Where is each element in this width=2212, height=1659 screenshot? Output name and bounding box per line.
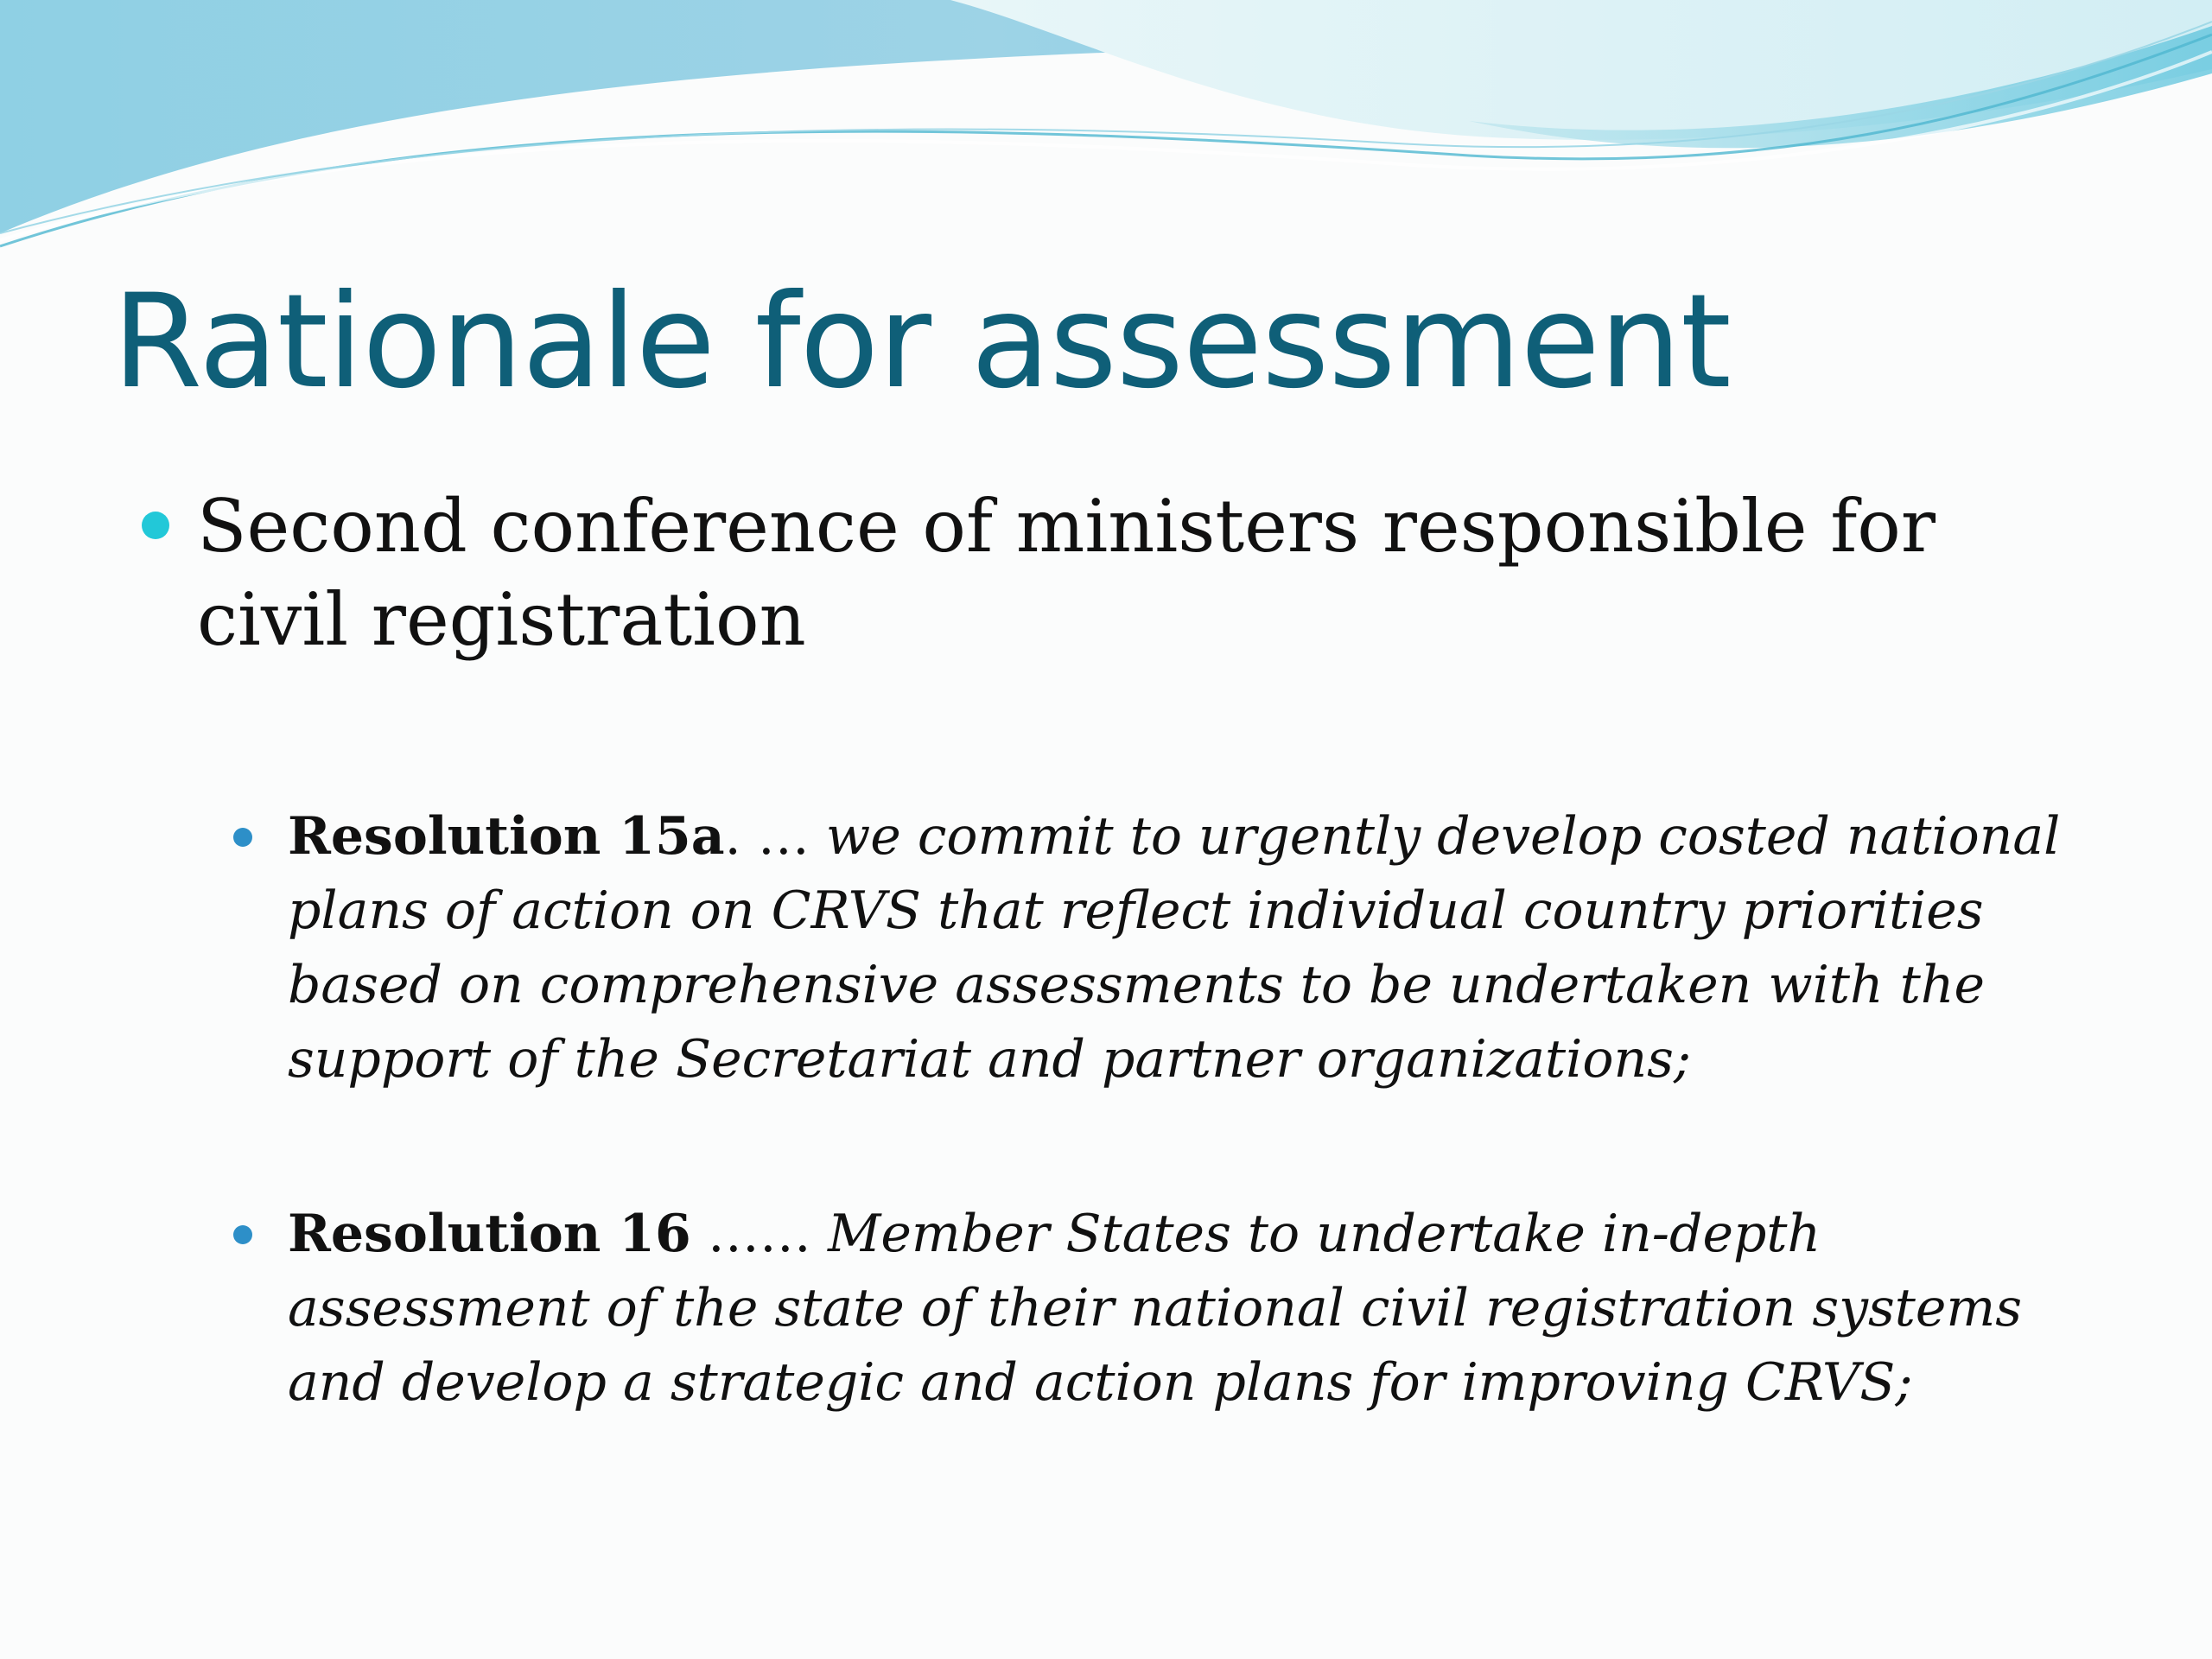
resolution-name: Resolution 16: [288, 1204, 691, 1264]
bullet-conference: Second conference of ministers responsible for civil registration: [197, 484, 1936, 662]
sub-bullet-dot-icon: [233, 1225, 252, 1244]
resolution-15a-item: [288, 799, 2102, 1096]
resolution-separator: . …: [724, 806, 826, 867]
resolution-name: Resolution 15a: [288, 806, 725, 867]
resolution-separator: ……: [690, 1204, 828, 1264]
resolution-quote: we commit to urgently develop costed national plans of action on CRVS that reflect individual country priorities based on comprehensive assessments to be undertaken with the support of the Secretariat and partner organizations;: [288, 806, 2061, 1090]
bullet-dot-icon: [142, 512, 169, 539]
resolution-quote: Member States to undertake in-depth assessment of the state of their national civil registration systems and develop a strategic and action plans for improving CRVS;: [288, 1204, 2023, 1413]
sub-bullet-dot-icon: [233, 828, 252, 847]
slide-title: Rationale for assessment: [112, 267, 1731, 417]
header-wave-decoration: [0, 0, 2212, 259]
resolution-16-item: [288, 1197, 2102, 1420]
